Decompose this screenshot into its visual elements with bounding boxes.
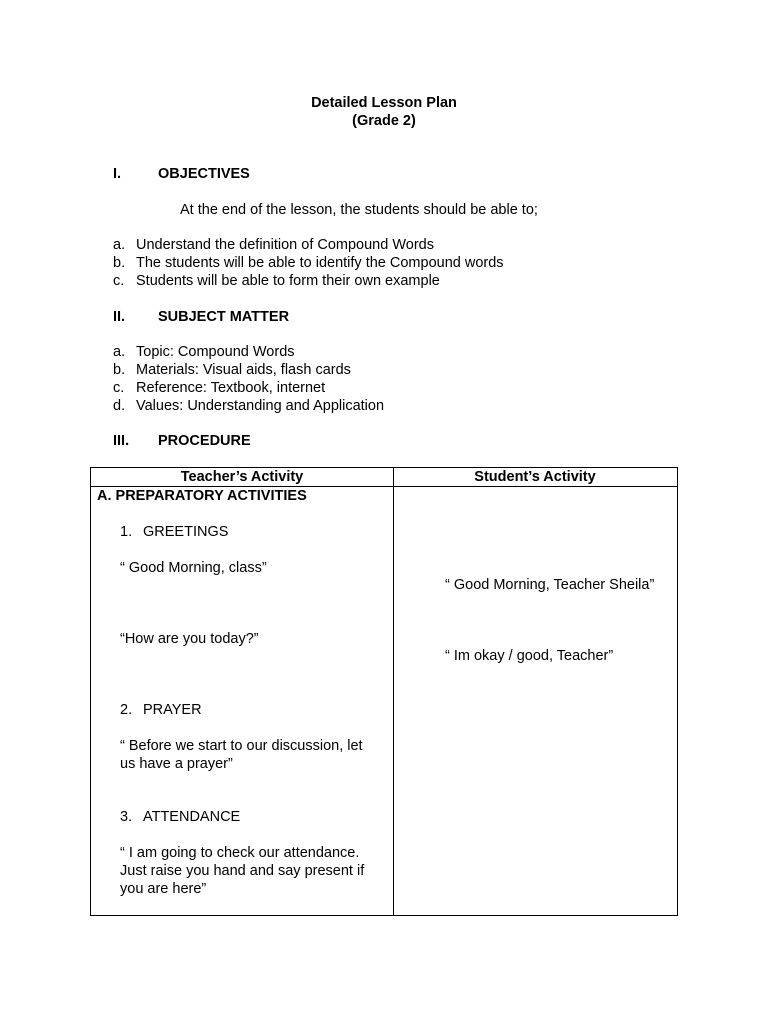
preparatory-activities-title: A. PREPARATORY ACTIVITIES (97, 488, 307, 504)
teacher-attendance-line: “ I am going to check our attendance. (120, 845, 360, 861)
objective-item: The students will be able to identify the Compound words (136, 255, 504, 271)
subject-matter-heading: SUBJECT MATTER (158, 309, 290, 325)
procedure-numeral: III. (113, 433, 130, 449)
teacher-activity-header: Teacher’s Activity (180, 469, 304, 485)
subject-marker: c. (113, 380, 125, 396)
greetings-label: GREETINGS (143, 524, 229, 540)
objectives-intro: At the end of the lesson, the students should be able to; (180, 202, 538, 218)
teacher-prayer-line: “ Before we start to our discussion, let (120, 738, 363, 754)
activity-table (90, 467, 678, 916)
objective-marker: c. (113, 273, 125, 289)
subject-marker: a. (113, 344, 126, 360)
teacher-prayer-line: us have a prayer” (120, 756, 233, 772)
subject-item: Topic: Compound Words (136, 344, 295, 360)
objective-marker: b. (113, 255, 126, 271)
attendance-number: 3. (120, 809, 133, 825)
student-how-are-you-reply: “ Im okay / good, Teacher” (445, 648, 614, 664)
prayer-label: PRAYER (143, 702, 202, 718)
teacher-greeting: “ Good Morning, class” (120, 560, 267, 576)
objectives-heading: OBJECTIVES (158, 166, 250, 182)
attendance-label: ATTENDANCE (143, 809, 241, 825)
subject-marker: b. (113, 362, 126, 378)
objective-item: Understand the definition of Compound Words (136, 237, 434, 253)
student-greeting-reply: “ Good Morning, Teacher Sheila” (445, 577, 655, 593)
subject-item: Materials: Visual aids, flash cards (136, 362, 351, 378)
student-activity-header: Student’s Activity (474, 469, 596, 485)
procedure-heading: PROCEDURE (158, 433, 251, 449)
subject-marker: d. (113, 398, 126, 414)
greetings-number: 1. (120, 524, 133, 540)
teacher-attendance-line: you are here” (120, 881, 207, 897)
prayer-number: 2. (120, 702, 133, 718)
teacher-how-are-you: “How are you today?” (120, 631, 259, 647)
objective-item: Students will be able to form their own example (136, 273, 440, 289)
subject-item: Values: Understanding and Application (136, 398, 385, 414)
objectives-numeral: I. (113, 166, 122, 182)
document-title: Detailed Lesson Plan (311, 95, 457, 111)
teacher-attendance-line: Just raise you hand and say present if (120, 863, 365, 879)
objective-marker: a. (113, 237, 126, 253)
document-subtitle: (Grade 2) (352, 113, 416, 129)
table-column-divider (393, 468, 394, 915)
subject-matter-numeral: II. (113, 309, 126, 325)
subject-item: Reference: Textbook, internet (136, 380, 326, 396)
